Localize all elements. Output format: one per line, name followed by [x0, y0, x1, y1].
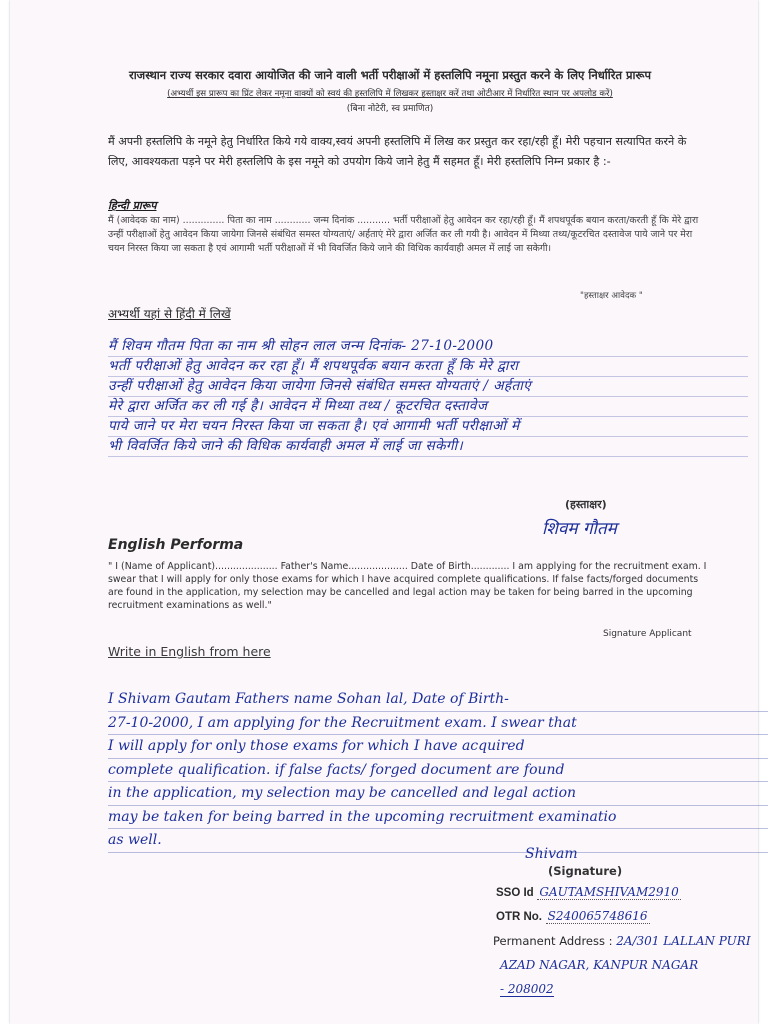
- permanent-address-field: [493, 934, 751, 948]
- hindi-handwriting-line: उन्हीं परीक्षाओं हेतु आवेदन किया जायेगा जिनसे संबंधित समस्त योग्यताएं / अर्हताएं: [108, 377, 748, 397]
- english-handwriting-line: complete qualification. if false facts/ forged document are found: [108, 759, 768, 783]
- hindi-signature: शिवम गौतम: [542, 519, 617, 539]
- english-handwriting-block: [108, 688, 768, 853]
- hindi-handwriting-line: भर्ती परीक्षाओं हेतु आवेदन कर रहा हूँ। मैं शपथपूर्वक बयान करता हूँ कि मेरे द्वारा: [108, 357, 748, 377]
- document-page: [10, 0, 758, 1024]
- hindi-handwriting-line: भी विवर्जित किये जाने की विधिक कार्यवाही अमल में लाई जा सकेगी।: [108, 437, 748, 457]
- english-handwriting-line: I will apply for only those exams for which I have acquired: [108, 735, 768, 759]
- english-format-sign-label: Signature Applicant: [603, 629, 692, 639]
- hindi-handwriting-line: पाये जाने पर मेरा चयन निरस्त किया जा सकता है। एवं आगामी भर्ती परीक्षाओं में: [108, 417, 748, 437]
- hindi-write-heading: अभ्यर्थी यहां से हिंदी में लिखें: [108, 307, 231, 321]
- address-line-1: 2A/301 LALLAN PURI: [616, 934, 751, 948]
- english-format-heading: English Performa: [108, 537, 244, 553]
- english-handwriting-line: in the application, my selection may be cancelled and legal action: [108, 782, 768, 806]
- english-signature: Shivam: [525, 846, 578, 862]
- sso-id-value: GAUTAMSHIVAM2910: [539, 885, 679, 899]
- hindi-format-heading: हिन्दी प्रारूप: [108, 199, 157, 212]
- english-write-heading: Write in English from here: [108, 644, 271, 659]
- permanent-address-label: Permanent Address :: [493, 934, 613, 948]
- otr-number-label: OTR No.: [496, 911, 542, 923]
- english-handwriting-line: 27-10-2000, I am applying for the Recruitment exam. I swear that: [108, 712, 768, 736]
- hindi-handwriting-block: [108, 337, 748, 457]
- form-title: राजस्थान राज्य सरकार दवारा आयोजित की जाने वाली भर्ती परीक्षाओं में हस्तलिपि नमूना प्रस्तुत करने के लिए निर्धारित प्रारूप: [128, 68, 651, 82]
- hindi-format-sign-label: "हस्ताक्षर आवेदक ": [580, 291, 643, 301]
- sso-id-field: [496, 885, 681, 899]
- english-handwriting-line: as well.: [108, 829, 768, 853]
- declaration-paragraph: मैं अपनी हस्तलिपि के नमूने हेतु निर्धारित किये गये वाक्य,स्वयं अपनी हस्तलिपि में लिख कर प्रस्तुत कर रहा/रही हूँ। मेरी पहचान सत्यापित करने के लिए, आवश्यकता पड़ने पर मेरी हस्तलिपि के इस नमूने को उपयोग किये जाने हेतु मैं सहमत हूँ। मेरी हस्तलिपि निम्न प्रकार है :-: [108, 135, 687, 168]
- hindi-handwriting-line: मेरे द्वारा अर्जित कर ली गई है। आवेदन में मिथ्या तथ्य / कूटरचित दस्तावेज: [108, 397, 748, 417]
- english-format-text: " I (Name of Applicant)..................... Father's Name.................... Date of Birth............. I am applying for the recruitment exam. I swear that I will apply for only those exams for which I have acquired complete qualifications. If false facts/forged documents are found in the application, my selection may be cancelled and legal action may be taken for being barred in the upcoming recruitment examinations as well.": [108, 561, 707, 611]
- self-attested-note: (बिना नोटेरी, स्व प्रमाणित): [346, 104, 434, 114]
- hindi-format-text: मैं (आवेदक का नाम) .............. पिता का नाम ............ जन्म दिनांक ........... भर्ती परीक्षाओं हेतु आवेदन कर रहा/रही हूँ। मैं शपथपूर्वक बयान करता/करती हूँ कि मेरे द्वारा उन्हीं परीक्षाओं हेतु आवेदन किया जायेगा जिनसे संबंधित समस्त योग्यताएं/ अर्हताएं मेरे द्वारा अर्जित कर ली गयी है। आवेदन में मिथ्या तथ्य/कूटरचित दस्तावेज पाये जाने पर मेरा चयन निरस्त किया जा सकता है एवं आगामी भर्ती परीक्षाओं में भी विवर्जित किये जाने की विधिक कार्यवाही अमल में लाई जा सकेगी।: [108, 215, 699, 254]
- otr-number-field: [496, 909, 650, 923]
- english-handwriting-line: may be taken for being barred in the upcoming recruitment examinatio: [108, 806, 768, 830]
- hindi-sign-label: (हस्ताक्षर): [565, 498, 607, 511]
- hindi-handwriting-line: मैं शिवम गौतम पिता का नाम श्री सोहन लाल जन्म दिनांक- 27-10-2000: [108, 337, 748, 357]
- otr-number-value: S240065748616: [547, 909, 648, 923]
- signature-label: (Signature): [548, 864, 623, 878]
- form-instructions: (अभ्यर्थी इस प्रारूप का प्रिंट लेकर नमूना वाक्यों को स्वयं की हस्तलिपि में लिखकर हस्ताक्षर करें तथा ओटीआर में निर्धारित स्थान पर अपलोड करें): [167, 89, 613, 99]
- address-line-3: - 208002: [500, 982, 554, 996]
- english-handwriting-line: I Shivam Gautam Fathers name Sohan lal, Date of Birth-: [108, 688, 768, 712]
- address-line-2: AZAD NAGAR, KANPUR NAGAR: [500, 958, 699, 972]
- sso-id-label: SSO Id: [496, 887, 534, 899]
